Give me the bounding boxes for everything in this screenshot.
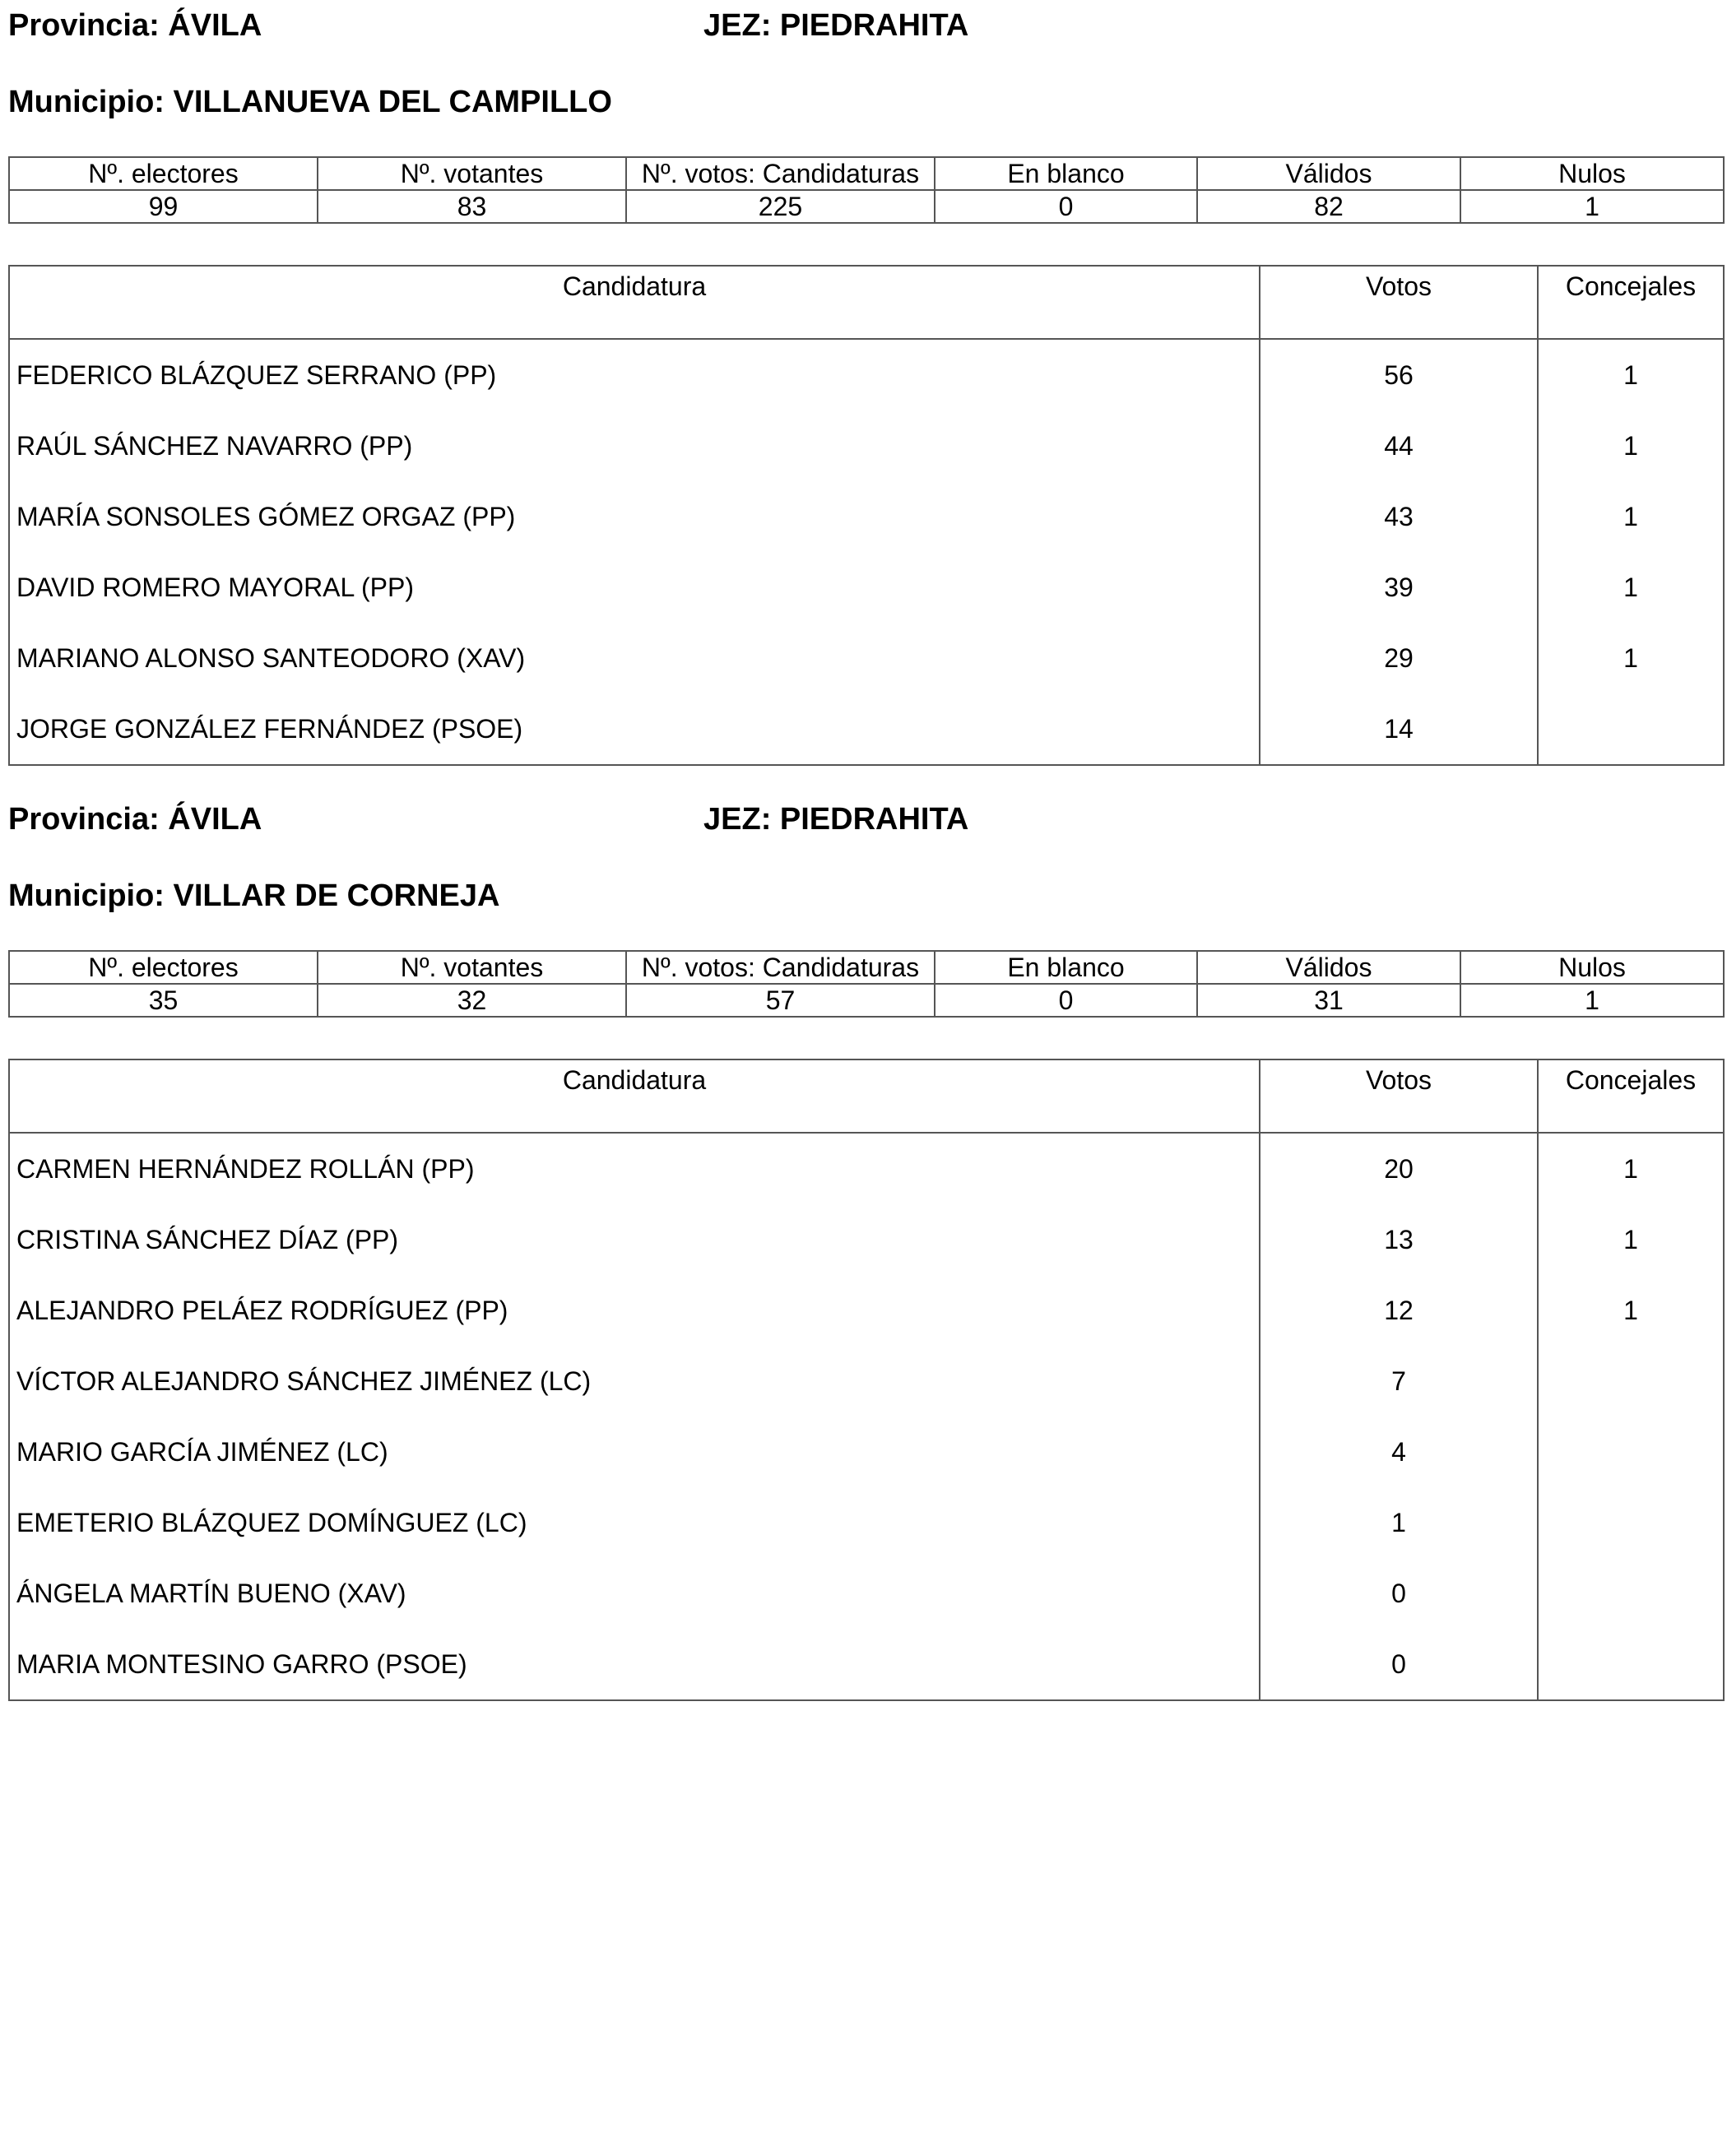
- summary-value-cell: 1: [1460, 190, 1724, 223]
- jez-label: JEZ: PIEDRAHITA: [703, 8, 969, 43]
- candidate-concejales: 1: [1538, 552, 1724, 623]
- concejales-header: Concejales: [1538, 1059, 1724, 1133]
- table-row: [9, 1204, 1724, 1275]
- jez-label: JEZ: PIEDRAHITA: [703, 802, 969, 837]
- candidate-name: CRISTINA SÁNCHEZ DÍAZ (PP): [9, 1204, 1260, 1275]
- summary-table: [8, 950, 1725, 1018]
- municipio-title: Municipio: VILLAR DE CORNEJA: [8, 879, 500, 913]
- municipio-title: Municipio: VILLANUEVA DEL CAMPILLO: [8, 85, 612, 119]
- candidate-name: CARMEN HERNÁNDEZ ROLLÁN (PP): [9, 1133, 1260, 1204]
- summary-header-cell: Nº. votos: Candidaturas: [626, 157, 935, 190]
- summary-header-row: [9, 951, 1724, 984]
- candidate-concejales: [1538, 693, 1724, 765]
- candidate-votos: 43: [1260, 481, 1538, 552]
- candidate-concejales: [1538, 1416, 1724, 1487]
- candidate-votos: 56: [1260, 339, 1538, 410]
- candidate-name: DAVID ROMERO MAYORAL (PP): [9, 552, 1260, 623]
- summary-header-cell: Nº. electores: [9, 157, 318, 190]
- candidate-votos: 44: [1260, 410, 1538, 481]
- summary-value-cell: 1: [1460, 984, 1724, 1017]
- table-row: [9, 693, 1724, 765]
- summary-value-cell: 57: [626, 984, 935, 1017]
- municipio-section: [8, 8, 1723, 757]
- table-row: [9, 1416, 1724, 1487]
- candidate-name: VÍCTOR ALEJANDRO SÁNCHEZ JIMÉNEZ (LC): [9, 1346, 1260, 1416]
- candidate-votos: 39: [1260, 552, 1538, 623]
- candidate-name: MARIA MONTESINO GARRO (PSOE): [9, 1629, 1260, 1700]
- candidatura-table: [8, 265, 1725, 766]
- candidate-concejales: 1: [1538, 410, 1724, 481]
- candidate-name: ALEJANDRO PELÁEZ RODRÍGUEZ (PP): [9, 1275, 1260, 1346]
- summary-table: [8, 156, 1725, 224]
- summary-header-cell: Válidos: [1197, 157, 1460, 190]
- table-row: [9, 1133, 1724, 1204]
- candidate-concejales: [1538, 1558, 1724, 1629]
- candidatura-header: Candidatura: [9, 266, 1260, 339]
- summary-value-row: [9, 190, 1724, 223]
- concejales-header: Concejales: [1538, 266, 1724, 339]
- summary-header-cell: En blanco: [935, 157, 1197, 190]
- summary-value-cell: 99: [9, 190, 318, 223]
- summary-value-cell: 31: [1197, 984, 1460, 1017]
- candidate-name: FEDERICO BLÁZQUEZ SERRANO (PP): [9, 339, 1260, 410]
- candidate-name: EMETERIO BLÁZQUEZ DOMÍNGUEZ (LC): [9, 1487, 1260, 1558]
- candidate-votos: 20: [1260, 1133, 1538, 1204]
- candidate-concejales: 1: [1538, 623, 1724, 693]
- summary-value-cell: 0: [935, 984, 1197, 1017]
- table-row: [9, 1629, 1724, 1700]
- candidate-votos: 7: [1260, 1346, 1538, 1416]
- votos-header: Votos: [1260, 1059, 1538, 1133]
- municipio-section: [8, 802, 1723, 1707]
- summary-value-cell: 35: [9, 984, 318, 1017]
- table-row: [9, 481, 1724, 552]
- summary-header-cell: Nº. votos: Candidaturas: [626, 951, 935, 984]
- table-row: [9, 552, 1724, 623]
- candidatura-header-row: [9, 1059, 1724, 1133]
- votos-header: Votos: [1260, 266, 1538, 339]
- candidate-name: MARIANO ALONSO SANTEODORO (XAV): [9, 623, 1260, 693]
- table-row: [9, 1275, 1724, 1346]
- candidate-votos: 13: [1260, 1204, 1538, 1275]
- table-row: [9, 339, 1724, 410]
- candidate-name: MARIO GARCÍA JIMÉNEZ (LC): [9, 1416, 1260, 1487]
- candidate-concejales: [1538, 1346, 1724, 1416]
- candidatura-table: [8, 1059, 1725, 1701]
- candidate-concejales: [1538, 1487, 1724, 1558]
- summary-header-cell: Nº. votantes: [318, 951, 626, 984]
- candidate-name: RAÚL SÁNCHEZ NAVARRO (PP): [9, 410, 1260, 481]
- summary-value-cell: 32: [318, 984, 626, 1017]
- candidate-votos: 29: [1260, 623, 1538, 693]
- table-row: [9, 410, 1724, 481]
- summary-header-cell: En blanco: [935, 951, 1197, 984]
- provincia-label: Provincia: ÁVILA: [8, 802, 262, 837]
- candidatura-header: Candidatura: [9, 1059, 1260, 1133]
- candidate-votos: 14: [1260, 693, 1538, 765]
- summary-header-cell: Nulos: [1460, 951, 1724, 984]
- summary-header-row: [9, 157, 1724, 190]
- summary-header-cell: Nº. electores: [9, 951, 318, 984]
- summary-value-cell: 82: [1197, 190, 1460, 223]
- candidate-concejales: 1: [1538, 339, 1724, 410]
- candidate-votos: 4: [1260, 1416, 1538, 1487]
- candidate-name: MARÍA SONSOLES GÓMEZ ORGAZ (PP): [9, 481, 1260, 552]
- table-row: [9, 1487, 1724, 1558]
- summary-value-cell: 83: [318, 190, 626, 223]
- candidate-name: ÁNGELA MARTÍN BUENO (XAV): [9, 1558, 1260, 1629]
- candidate-votos: 0: [1260, 1558, 1538, 1629]
- candidate-name: JORGE GONZÁLEZ FERNÁNDEZ (PSOE): [9, 693, 1260, 765]
- summary-header-cell: Nulos: [1460, 157, 1724, 190]
- candidate-concejales: 1: [1538, 481, 1724, 552]
- candidate-concejales: [1538, 1629, 1724, 1700]
- table-row: [9, 623, 1724, 693]
- table-row: [9, 1346, 1724, 1416]
- summary-value-cell: 0: [935, 190, 1197, 223]
- candidatura-header-row: [9, 266, 1724, 339]
- candidate-votos: 0: [1260, 1629, 1538, 1700]
- summary-value-cell: 225: [626, 190, 935, 223]
- candidate-votos: 1: [1260, 1487, 1538, 1558]
- provincia-label: Provincia: ÁVILA: [8, 8, 262, 43]
- table-row: [9, 1558, 1724, 1629]
- candidate-concejales: 1: [1538, 1133, 1724, 1204]
- candidate-votos: 12: [1260, 1275, 1538, 1346]
- candidate-concejales: 1: [1538, 1204, 1724, 1275]
- summary-value-row: [9, 984, 1724, 1017]
- candidate-concejales: 1: [1538, 1275, 1724, 1346]
- summary-header-cell: Válidos: [1197, 951, 1460, 984]
- summary-header-cell: Nº. votantes: [318, 157, 626, 190]
